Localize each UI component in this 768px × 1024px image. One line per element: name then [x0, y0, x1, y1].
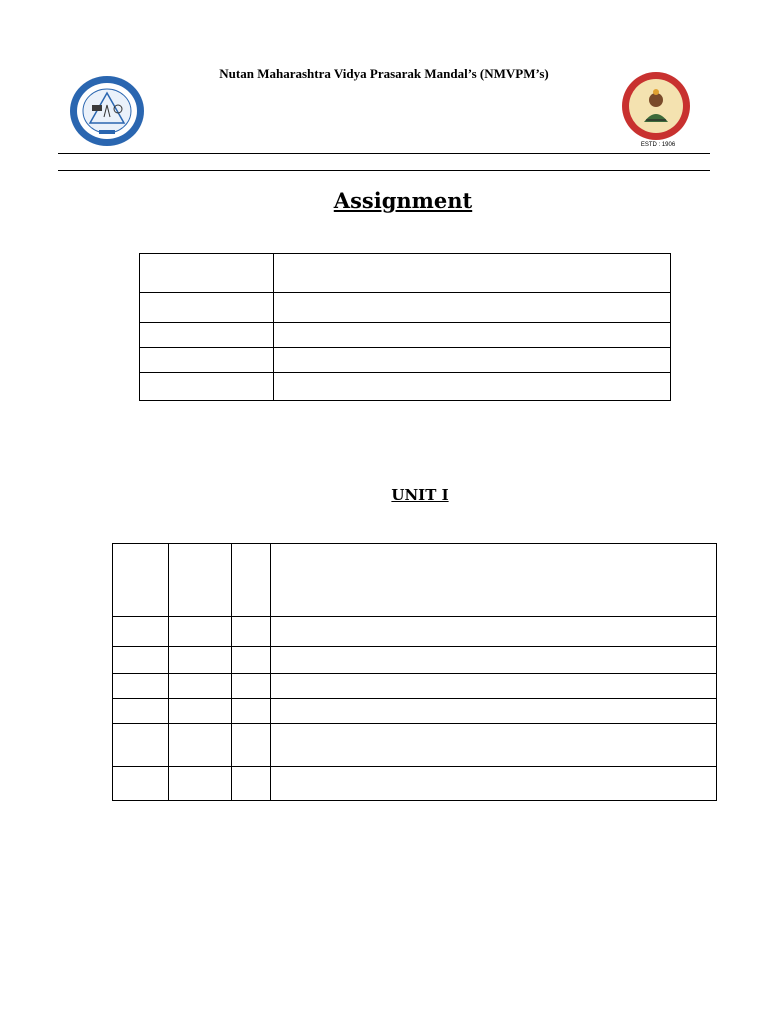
- table-row: [140, 373, 671, 401]
- table-row: [113, 544, 717, 617]
- table-cell: [271, 647, 717, 674]
- table-cell: [232, 699, 271, 724]
- table-cell: [169, 767, 232, 801]
- table-cell: [169, 724, 232, 767]
- table-cell: [271, 674, 717, 699]
- table-cell: [140, 348, 274, 373]
- header-divider-top: [58, 153, 710, 154]
- table-row: [113, 674, 717, 699]
- table-row: [113, 647, 717, 674]
- table-cell: [113, 544, 169, 617]
- table-cell: [274, 254, 671, 293]
- table-cell: [271, 724, 717, 767]
- table-cell: [271, 617, 717, 647]
- society-seal-logo: [620, 70, 692, 142]
- table-row: [113, 617, 717, 647]
- table-cell: [113, 674, 169, 699]
- table-row: [113, 724, 717, 767]
- table-cell: [169, 699, 232, 724]
- table-row: [113, 767, 717, 801]
- table-cell: [232, 674, 271, 699]
- table-cell: [113, 617, 169, 647]
- table-cell: [274, 348, 671, 373]
- table-cell: [140, 254, 274, 293]
- table-cell: [232, 647, 271, 674]
- unit-heading: UNIT I: [391, 486, 449, 504]
- table-cell: [113, 724, 169, 767]
- table-cell: [271, 544, 717, 617]
- table-cell: [169, 544, 232, 617]
- table-cell: [232, 724, 271, 767]
- table-cell: [271, 699, 717, 724]
- table-cell: [271, 767, 717, 801]
- table-row: [140, 254, 671, 293]
- organization-name: Nutan Maharashtra Vidya Prasarak Mandal’s (NMVPM’s): [219, 66, 549, 81]
- table-cell: [232, 544, 271, 617]
- info-table: [139, 253, 671, 401]
- table-cell: [169, 674, 232, 699]
- table-row: [140, 323, 671, 348]
- document-title: Assignment: [333, 188, 473, 213]
- table-cell: [169, 617, 232, 647]
- table-cell: [113, 767, 169, 801]
- table-cell: [274, 373, 671, 401]
- estd-label: ESTD : 1906: [640, 142, 676, 148]
- table-row: [140, 348, 671, 373]
- table-row: [140, 293, 671, 323]
- table-cell: [232, 617, 271, 647]
- header-divider-bottom: [58, 170, 710, 171]
- table-cell: [232, 767, 271, 801]
- table-cell: [140, 323, 274, 348]
- table-cell: [274, 293, 671, 323]
- table-cell: [113, 699, 169, 724]
- table-row: [113, 699, 717, 724]
- table-cell: [113, 647, 169, 674]
- table-cell: [140, 293, 274, 323]
- table-cell: [140, 373, 274, 401]
- table-cell: [274, 323, 671, 348]
- question-table: [112, 543, 717, 801]
- college-emblem-logo: [68, 75, 146, 147]
- table-cell: [169, 647, 232, 674]
